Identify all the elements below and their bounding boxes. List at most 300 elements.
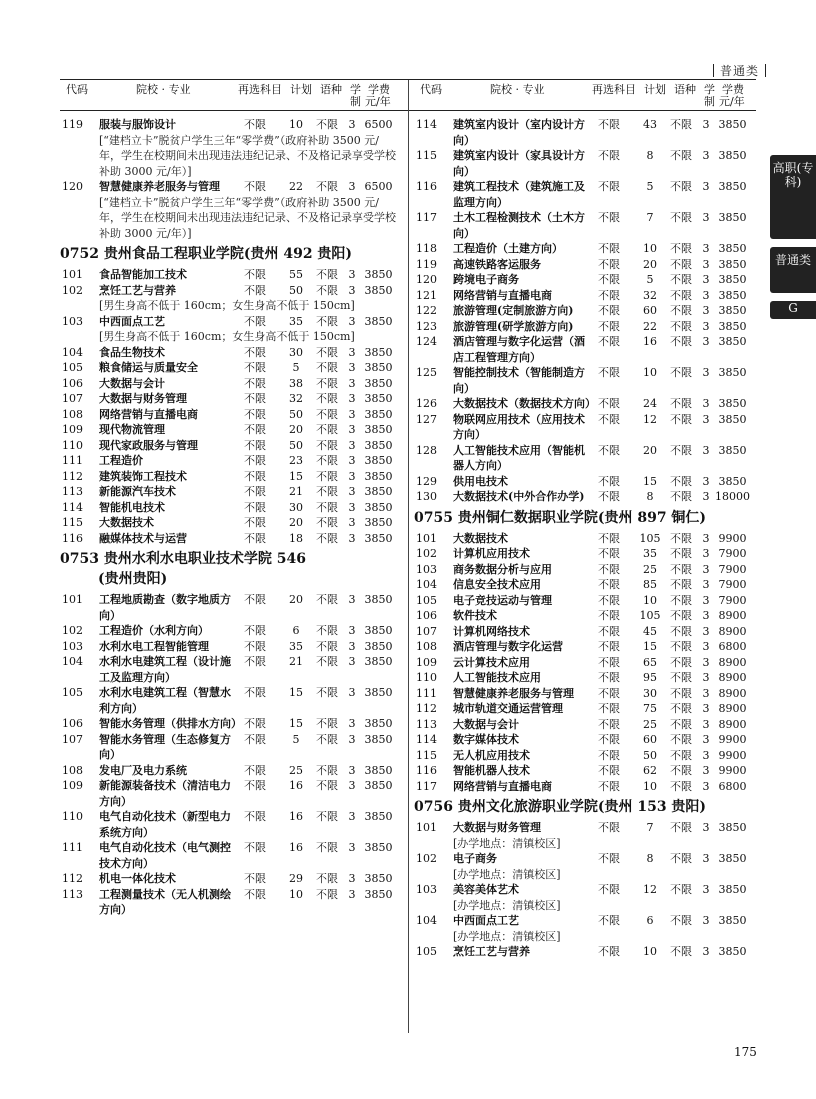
- years: 3: [702, 914, 710, 927]
- page-number: 175: [734, 1045, 757, 1059]
- major-row: [62, 376, 397, 392]
- major-row: [416, 179, 751, 210]
- years: 3: [348, 593, 356, 606]
- language: 不限: [316, 763, 338, 777]
- subject-req: 不限: [598, 397, 620, 410]
- plan-count: 20: [643, 443, 657, 457]
- major-code: 110: [62, 810, 83, 823]
- language: 不限: [670, 562, 692, 576]
- years: 3: [348, 624, 356, 637]
- subject-req: 不限: [244, 593, 266, 606]
- years: 3: [348, 376, 356, 390]
- major-row: [62, 360, 397, 376]
- hdr-code: 代码: [420, 83, 442, 96]
- language: 不限: [316, 392, 338, 405]
- major-code: 105: [416, 593, 437, 607]
- subject-req: 不限: [598, 852, 620, 865]
- major-code: 106: [62, 376, 83, 390]
- major-row: [416, 717, 751, 733]
- subject-req: 不限: [244, 887, 266, 901]
- years: 3: [702, 397, 710, 410]
- school-heading: [414, 508, 751, 528]
- subject-req: 不限: [244, 639, 266, 653]
- language: 不限: [670, 288, 692, 302]
- tuition: 8900: [718, 671, 747, 684]
- subject-req: 不限: [598, 640, 620, 653]
- subject-req: 不限: [244, 686, 266, 699]
- tuition: 3850: [718, 821, 747, 834]
- major-row: [62, 639, 397, 655]
- subject-req: 不限: [598, 779, 620, 793]
- subject-req: 不限: [244, 454, 266, 467]
- subject-req: 不限: [244, 438, 266, 452]
- hdr-lang: 语种: [674, 83, 696, 96]
- years: 3: [348, 655, 356, 668]
- tuition: 8900: [718, 655, 747, 669]
- major-row: [62, 840, 397, 871]
- plan-count: 60: [643, 733, 657, 746]
- major-name: 网络营销与直播电商: [453, 779, 552, 793]
- major-code: 107: [416, 624, 437, 638]
- tuition: 8900: [718, 686, 747, 700]
- plan-count: 43: [643, 118, 657, 131]
- major-code: 108: [62, 763, 83, 777]
- plan-count: 15: [643, 474, 657, 488]
- major-code: 116: [62, 531, 83, 545]
- language: 不限: [670, 748, 692, 762]
- major-code: 109: [416, 655, 437, 669]
- years: 3: [702, 366, 710, 379]
- subject-req: 不限: [598, 531, 620, 545]
- tuition: 3850: [364, 376, 393, 390]
- gap: [62, 298, 99, 314]
- plan-count: 8: [646, 149, 654, 162]
- major-name: 大数据技术: [99, 516, 154, 529]
- school-title: 0755 贵州铜仁数据职业学院(贵州 897 铜仁): [414, 509, 707, 526]
- years: 3: [702, 412, 710, 426]
- major-code: 116: [416, 764, 437, 777]
- hdr-years-2: 制: [704, 95, 715, 108]
- language: 不限: [316, 314, 338, 328]
- hdr-fee-1: 学费: [368, 83, 390, 96]
- language: 不限: [316, 376, 338, 390]
- years: 3: [348, 283, 356, 297]
- years: 3: [702, 764, 710, 777]
- major-code: 101: [416, 531, 437, 545]
- years: 3: [348, 268, 356, 281]
- language: 不限: [670, 852, 692, 865]
- tuition: 3850: [364, 887, 393, 901]
- language: 不限: [670, 547, 692, 560]
- plan-count: 12: [643, 883, 657, 896]
- tuition: 3850: [364, 469, 393, 483]
- subject-req: 不限: [598, 211, 620, 224]
- language: 不限: [316, 887, 338, 901]
- major-code: 112: [416, 702, 437, 715]
- major-name: 水利水电建筑工程（智慧水利方向）: [99, 686, 231, 715]
- major-name: 大数据与会计: [453, 717, 519, 731]
- years: 3: [348, 639, 356, 653]
- major-code: 105: [62, 686, 83, 699]
- major-name: 酒店管理与数字化运营: [453, 640, 563, 653]
- plan-count: 16: [289, 841, 303, 854]
- major-name: 现代家政服务与管理: [99, 438, 198, 452]
- years: 3: [348, 779, 356, 792]
- major-name: 建筑装饰工程技术: [99, 469, 187, 483]
- major-code: 103: [62, 639, 83, 653]
- subject-req: 不限: [244, 810, 266, 823]
- major-name: 电子商务: [453, 852, 497, 865]
- major-row: [416, 334, 751, 365]
- years: 3: [348, 469, 356, 483]
- major-code: 102: [416, 547, 437, 560]
- major-name: 智能水务管理（生态修复方向）: [99, 732, 231, 761]
- subject-req: 不限: [598, 821, 620, 834]
- tuition: 3850: [718, 412, 747, 426]
- major-note: [办学地点：清镇校区]: [453, 836, 561, 850]
- major-code: 104: [416, 914, 437, 927]
- subject-req: 不限: [244, 531, 266, 545]
- years: 3: [702, 474, 710, 488]
- years: 3: [348, 314, 356, 328]
- language: 不限: [316, 283, 338, 297]
- language: 不限: [670, 211, 692, 224]
- major-code: 120: [62, 180, 83, 193]
- tuition: 3850: [364, 810, 393, 823]
- tuition: 3850: [718, 288, 747, 302]
- plan-count: 18: [289, 531, 303, 545]
- major-code: 114: [416, 733, 437, 746]
- major-code: 121: [416, 288, 437, 302]
- years: 3: [702, 547, 710, 560]
- years: 3: [348, 717, 356, 730]
- major-name: 美容美体艺术: [453, 883, 519, 896]
- years: 3: [702, 945, 710, 958]
- major-code: 101: [416, 821, 437, 834]
- years: 3: [702, 640, 710, 653]
- major-row: [416, 531, 751, 547]
- major-code: 101: [62, 268, 83, 281]
- language: 不限: [316, 268, 338, 281]
- hdr-subject: 再选科目: [238, 83, 282, 96]
- major-code: 123: [416, 319, 437, 333]
- tuition: 7900: [718, 562, 747, 576]
- subject-req: 不限: [598, 304, 620, 317]
- major-code: 124: [416, 335, 437, 348]
- right-column: [416, 83, 751, 960]
- subject-req: 不限: [244, 345, 266, 359]
- years: 3: [702, 319, 710, 333]
- language: 不限: [670, 883, 692, 896]
- years: 3: [702, 288, 710, 302]
- major-name: 无人机应用技术: [453, 748, 530, 762]
- plan-count: 22: [289, 180, 303, 193]
- hdr-years-2: 制: [350, 95, 361, 108]
- major-row: [416, 593, 751, 609]
- school-title: 0752 贵州食品工程职业学院(贵州 492 贵阳): [60, 246, 353, 262]
- major-code: 129: [416, 474, 437, 488]
- major-row: [416, 319, 751, 335]
- major-code: 117: [416, 779, 437, 793]
- tab-general[interactable]: 普通类: [770, 247, 816, 293]
- plan-count: 5: [292, 732, 300, 746]
- tuition: 3850: [364, 454, 393, 467]
- major-row: [62, 809, 397, 840]
- language: 不限: [670, 764, 692, 777]
- plan-count: 20: [289, 423, 303, 436]
- years: 3: [702, 443, 710, 457]
- years: 3: [702, 149, 710, 162]
- years: 3: [348, 180, 356, 193]
- major-code: 107: [62, 732, 83, 746]
- tuition: 3850: [364, 314, 393, 328]
- major-row: [62, 267, 397, 283]
- language: 不限: [670, 821, 692, 834]
- tuition: 3850: [718, 319, 747, 333]
- subject-req: 不限: [244, 763, 266, 777]
- years: 3: [702, 578, 710, 591]
- language: 不限: [670, 593, 692, 607]
- plan-count: 6: [292, 624, 300, 637]
- major-code: 111: [62, 841, 83, 854]
- major-row: [62, 469, 397, 485]
- tuition: 3850: [718, 443, 747, 457]
- gap: [416, 929, 453, 945]
- major-code: 105: [62, 361, 83, 374]
- left-column: [62, 83, 397, 918]
- plan-count: 24: [643, 397, 657, 410]
- years: 3: [702, 883, 710, 896]
- tab-vocational[interactable]: 高职(专科): [770, 155, 816, 239]
- major-name: 电气自动化技术（新型电力系统方向）: [99, 810, 231, 839]
- major-code: 104: [416, 578, 437, 591]
- subject-req: 不限: [244, 872, 266, 885]
- major-name: 旅游管理(研学旅游方向): [453, 319, 574, 333]
- major-row: [416, 257, 751, 273]
- years: 3: [702, 180, 710, 193]
- tuition: 3850: [718, 397, 747, 410]
- plan-count: 10: [643, 242, 657, 255]
- major-row: [62, 716, 397, 732]
- tuition: 3850: [718, 304, 747, 317]
- major-note: [“建档立卡”脱贫户学生三年“零学费”（政府补助 3500 元/年，学生在校期间未出现违法违纪记录、不及格记录享受学校补助 3000 元/年）]: [99, 133, 396, 178]
- major-code: 122: [416, 304, 437, 317]
- years: 3: [702, 686, 710, 700]
- plan-count: 105: [639, 609, 661, 622]
- language: 不限: [316, 872, 338, 885]
- major-name: 信息安全技术应用: [453, 578, 541, 591]
- subject-req: 不限: [244, 314, 266, 328]
- major-code: 127: [416, 412, 437, 426]
- years: 3: [702, 821, 710, 834]
- language: 不限: [670, 304, 692, 317]
- plan-count: 5: [646, 273, 654, 286]
- subject-req: 不限: [244, 180, 266, 193]
- years: 3: [702, 562, 710, 576]
- hdr-subject: 再选科目: [592, 83, 636, 96]
- major-name: 智能机电技术: [99, 500, 165, 514]
- major-row: [62, 515, 397, 531]
- major-code: 102: [416, 852, 437, 865]
- years: 3: [348, 841, 356, 854]
- major-name: 工程测量技术（无人机测绘方向）: [99, 887, 231, 916]
- language: 不限: [670, 733, 692, 746]
- tuition: 3850: [718, 242, 747, 255]
- hdr-fee-2: 元/年: [719, 95, 745, 108]
- language: 不限: [670, 779, 692, 793]
- hdr-plan: 计划: [644, 83, 666, 96]
- tuition: 3850: [364, 872, 393, 885]
- plan-count: 7: [646, 821, 654, 834]
- major-row: [416, 624, 751, 640]
- major-name: 大数据与财务管理: [99, 392, 187, 405]
- major-name: 新能源装备技术（清洁电力方向）: [99, 779, 231, 808]
- major-code: 110: [62, 438, 83, 452]
- major-row: [416, 489, 751, 505]
- major-name: 粮食储运与质量安全: [99, 361, 198, 374]
- major-row: [416, 577, 751, 593]
- subject-req: 不限: [598, 335, 620, 348]
- major-row: [416, 763, 751, 779]
- major-row: [62, 685, 397, 716]
- major-row: [416, 732, 751, 748]
- major-row: [416, 851, 751, 882]
- subject-req: 不限: [244, 283, 266, 297]
- years: 3: [348, 516, 356, 529]
- plan-count: 55: [289, 268, 303, 281]
- tuition: 3850: [718, 945, 747, 958]
- plan-count: 16: [289, 779, 303, 792]
- plan-count: 30: [289, 345, 303, 359]
- plan-count: 50: [289, 407, 303, 421]
- major-row: [62, 623, 397, 639]
- subject-req: 不限: [598, 242, 620, 255]
- subject-req: 不限: [244, 779, 266, 792]
- major-row: [416, 117, 751, 148]
- tab-g[interactable]: G: [770, 301, 816, 319]
- subject-req: 不限: [598, 443, 620, 457]
- plan-count: 12: [643, 412, 657, 426]
- tuition: 3850: [364, 268, 393, 281]
- tuition: 3850: [364, 500, 393, 514]
- tuition: 3850: [364, 779, 393, 792]
- hdr-code: 代码: [66, 83, 88, 96]
- hdr-years-1: 学: [704, 83, 715, 96]
- major-name: 大数据与会计: [99, 376, 165, 390]
- years: 3: [348, 732, 356, 746]
- major-row: [62, 283, 397, 314]
- plan-count: 60: [643, 304, 657, 317]
- major-name: 中西面点工艺: [99, 314, 165, 328]
- major-row: [416, 365, 751, 396]
- tuition: 3850: [718, 474, 747, 488]
- tuition: 9900: [718, 531, 747, 545]
- years: 3: [702, 273, 710, 286]
- major-row: [416, 443, 751, 474]
- subject-req: 不限: [244, 516, 266, 529]
- major-name: 食品生物技术: [99, 345, 165, 359]
- plan-count: 32: [643, 288, 657, 302]
- language: 不限: [316, 438, 338, 452]
- subject-req: 不限: [598, 883, 620, 896]
- major-row: [416, 913, 751, 944]
- major-row: [62, 484, 397, 500]
- major-row: [62, 592, 397, 623]
- subject-req: 不限: [244, 423, 266, 436]
- tuition: 7900: [718, 578, 747, 591]
- major-code: 103: [62, 314, 83, 328]
- major-code: 110: [416, 671, 437, 684]
- gap: [416, 898, 453, 914]
- plan-count: 5: [292, 361, 300, 374]
- plan-count: 45: [643, 624, 657, 638]
- tuition: 8900: [718, 624, 747, 638]
- plan-count: 50: [289, 438, 303, 452]
- major-name: 新能源汽车技术: [99, 485, 176, 498]
- language: 不限: [670, 655, 692, 669]
- years: 3: [702, 748, 710, 762]
- language: 不限: [670, 945, 692, 958]
- major-row: [416, 546, 751, 562]
- subject-req: 不限: [244, 392, 266, 405]
- school-title: 0756 贵州文化旅游职业学院(贵州 153 贵阳): [414, 799, 707, 815]
- major-row: [416, 639, 751, 655]
- language: 不限: [670, 686, 692, 700]
- school-heading: [414, 797, 751, 817]
- major-name: 网络营销与直播电商: [99, 407, 198, 421]
- tuition: 3850: [364, 345, 393, 359]
- subject-req: 不限: [244, 717, 266, 730]
- plan-count: 25: [643, 562, 657, 576]
- major-code: 115: [416, 149, 437, 162]
- major-code: 102: [62, 283, 83, 297]
- years: 3: [348, 887, 356, 901]
- tuition: 6800: [718, 779, 747, 793]
- language: 不限: [670, 914, 692, 927]
- major-name: 土木工程检测技术（土木方向）: [453, 211, 585, 240]
- gap: [62, 195, 99, 242]
- language: 不限: [316, 485, 338, 498]
- tuition: 3850: [718, 366, 747, 379]
- tuition: 7900: [718, 547, 747, 560]
- major-note: [男生身高不低于 160cm；女生身高不低于 150cm]: [99, 299, 355, 312]
- plan-count: 105: [639, 531, 661, 545]
- tuition: 3850: [364, 283, 393, 297]
- gap: [416, 836, 453, 852]
- plan-count: 50: [289, 283, 303, 297]
- major-code: 128: [416, 443, 437, 457]
- major-name: 计算机应用技术: [453, 547, 530, 560]
- plan-count: 15: [289, 717, 303, 730]
- major-row: [416, 412, 751, 443]
- years: 3: [702, 655, 710, 669]
- major-code: 117: [416, 211, 437, 224]
- major-row: [416, 882, 751, 913]
- subject-req: 不限: [598, 578, 620, 591]
- subject-req: 不限: [598, 490, 620, 503]
- language: 不限: [316, 779, 338, 792]
- major-row: [416, 303, 751, 319]
- years: 3: [348, 407, 356, 421]
- major-name: 软件技术: [453, 609, 497, 622]
- tuition: 3850: [364, 423, 393, 436]
- years: 3: [702, 702, 710, 715]
- major-name: 智能机器人技术: [453, 764, 530, 777]
- subject-req: 不限: [244, 118, 266, 131]
- years: 3: [348, 810, 356, 823]
- subject-req: 不限: [244, 361, 266, 374]
- plan-count: 10: [643, 779, 657, 793]
